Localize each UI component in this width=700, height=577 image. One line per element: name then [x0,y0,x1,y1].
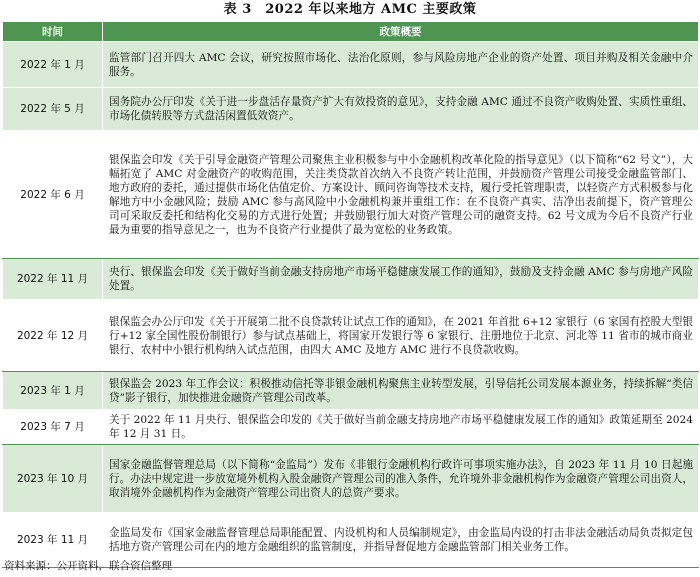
table-row [3,131,699,259]
table-row [3,88,699,131]
row-time: 2022 年 6 月 [3,131,103,259]
row-summary: 监管部门召开四大 AMC 会议，研究按照市场化、法治化原则，参与风险房地产企业的资产处置、项目并购及相关金融中介服务。 [103,42,699,88]
table-row [3,445,699,513]
policy-table [2,21,699,568]
row-time: 2023 年 7 月 [3,410,103,445]
header-summary: 政策概要 [103,22,699,42]
row-summary: 国务院办公厅印发《关于进一步盘活存量资产扩大有效投资的意见》，支持金融 AMC 通过不良资产收购处置、实质性重组、市场化债转股等方式盘活闲置低效资产。 [103,88,699,131]
row-time: 2022 年 12 月 [3,300,103,372]
row-summary: 央行、银保监会印发《关于做好当前金融支持房地产市场平稳健康发展工作的通知》，鼓励及支持金融 AMC 参与房地产风险处置。 [103,259,699,300]
row-time: 2023 年 10 月 [3,445,103,513]
row-time: 2023 年 1 月 [3,372,103,410]
row-summary: 银保监会 2023 年工作会议：积极推动信托等非银金融机构聚焦主业转型发展，引导信托公司发展本源业务，持续拆解“类信贷”影子银行，加快推进金融资产管理公司改革。 [103,372,699,410]
row-summary: 国家金融监督管理总局（以下简称“金监局”）发布《非银行金融机构行政许可事项实施办法》，自 2023 年 11 月 10 日起施行。办法中规定进一步放宽境外机构入股金融资产管理公司的准入条件，允许境外非金融机构作为金融资产管理公司出资人，取消境外金融机构作为金融资产管理公司出资人的总资产要求。 [103,445,699,513]
row-summary: 银保监会印发《关于引导金融资产管理公司聚焦主业积极参与中小金融机构改革化险的指导意见》（以下简称“62 号文”），大幅拓宽了 AMC 对金融资产的收购范围，关注类贷款首次纳入不良资产转让范围，并鼓励资产管理公司接受金融监管部门、地方政府的委托，通过提供市场化估值定价、方案设计、顾问咨询等技术支持，履行受托管理职责，以轻资产方式积极参与化解地方中小金融风险；鼓励 AMC 参与高风险中小金融机构兼并重组工作：在不良资产真实、洁净出表前提下，资产管理公司可采取反委托和结构化交易的方式进行处置；并鼓励银行加大对资产管理公司的融资支持。62 号文成为今后不良资产行业最为重要的指导意见之一，也为不良资产行业提供了最为宽松的业务政策。 [103,131,699,259]
table-row [3,42,699,88]
row-time: 2022 年 5 月 [3,88,103,131]
row-summary: 银保监会办公厅印发《关于开展第二批不良贷款转让试点工作的通知》，在 2021 年首批 6+12 家银行（6 家国有控股大型银行+12 家全国性股份制银行）参与试点基础上，将国家开发银行等 6 家银行、注册地位于北京、河北等 11 省市的城市商业银行、农村中小银行机构纳入试点范围，由四大 AMC 及地方 AMC 进行不良贷款收购。 [103,300,699,372]
header-time: 时间 [3,22,103,42]
row-summary: 金监局发布《国家金融监督管理总局职能配置、内设机构和人员编制规定》，由金监局内设的打击非法金融活动局负责拟定包括地方资产管理公司在内的地方金融组织的监管制度，并指导督促地方金融监管部门相关业务工作。 [103,513,699,568]
row-time: 2023 年 11 月 [3,513,103,568]
table-row [3,259,699,300]
row-time: 2022 年 1 月 [3,42,103,88]
table-row [3,372,699,410]
table-row [3,410,699,445]
row-summary: 关于 2022 年 11 月央行、银保监会印发的《关于做好当前金融支持房地产市场平稳健康发展工作的通知》政策延期至 2024 年 12 月 31 日。 [103,410,699,445]
table-header-row [3,22,699,42]
row-time: 2022 年 11 月 [3,259,103,300]
source-note: 资料来源：公开资料，联合资信整理 [4,560,172,572]
table-row [3,300,699,372]
table-title: 表 3 2022 年以来地方 AMC 主要政策 [223,2,477,17]
